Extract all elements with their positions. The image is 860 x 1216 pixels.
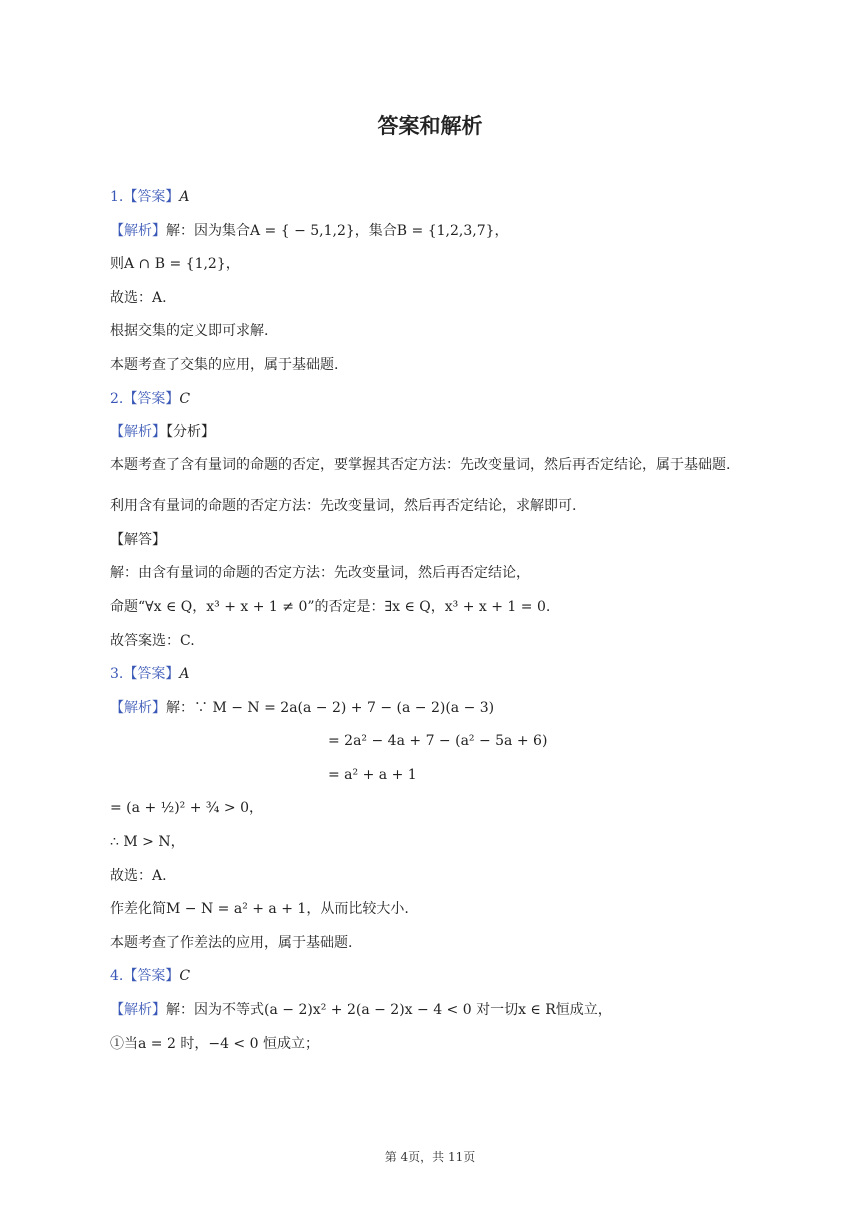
analysis-tag: 【解析】 [110,1002,166,1019]
analysis-text: 解：因为不等式(a − 2)x² + 2(a − 2)x − 4 < 0 对一切x ∈ R恒成立， [166,1002,612,1019]
text-line: 则A ∩ B = {1,2}， [110,256,240,273]
analysis-tag: 【解析】 [110,699,166,716]
answer-choice: C [179,968,191,985]
question-number: 2. [110,390,124,407]
answer-tag: 【答案】 [123,390,180,407]
question-number: 3. [110,666,124,683]
text-line: = a² + a + 1 [328,766,417,783]
answer-choice: A [179,189,190,205]
text-line: 命题“∀x ∈ Q，x³ + x + 1 ≠ 0”的否定是：∃x ∈ Q，x³ + x + 1 = 0. [110,598,551,615]
text-line: 【解答】 [110,531,166,548]
analysis-text: 解：∵ M − N = 2a(a − 2) + 7 − (a − 2)(a − 3) [166,699,495,716]
text-line: 本题考查了作差法的应用，属于基础题. [110,934,353,951]
page-footer: 第 4页，共 11页 [384,1150,476,1164]
analysis-line [110,221,750,241]
text-line: 故选：A. [110,289,167,306]
text-line: ①当a = 2 时，−4 < 0 恒成立； [110,1035,319,1052]
answer-choice: C [179,390,191,407]
answer-content [110,187,750,1067]
analysis-line [110,1000,750,1020]
question-number: 1. [110,189,124,205]
analysis-text: 解：因为集合A = { − 5,1,2}，集合B = {1,2,3,7}， [166,222,509,239]
text-line: 故选：A. [110,867,167,884]
page-title: 答案和解析 [377,114,483,138]
answer-tag: 【答案】 [123,968,180,985]
analysis-line [110,698,750,718]
answer-tag: 【答案】 [123,189,180,205]
text-line: 利用含有量词的命题的否定方法：先改变量词，然后再否定结论，求解即可. [110,498,577,515]
text-line: 故答案选：C. [110,632,195,649]
question-answer-heading [110,389,750,409]
text-line: 本题考查了交集的应用，属于基础题. [110,356,339,373]
text-line: ∴ M > N， [110,834,185,851]
analysis-tag: 【解析】 [110,222,166,239]
question-number: 4. [110,968,124,985]
text-line: = (a + ½)² + ¾ > 0， [110,800,264,817]
question-answer-heading [110,187,750,207]
analysis-tag: 【解析】 [110,424,166,441]
question-answer-heading [110,966,750,986]
text-line: = 2a² − 4a + 7 − (a² − 5a + 6) [328,733,548,750]
question-answer-heading [110,664,750,684]
answer-tag: 【答案】 [123,666,180,683]
analysis-text: 【分析】 [166,424,215,441]
answer-choice: A [179,666,190,683]
text-line: 根据交集的定义即可求解. [110,323,269,340]
analysis-line [110,422,750,442]
text-line: 本题考查了含有量词的命题的否定，要掌握其否定方法：先改变量词，然后再否定结论，属于基础题. [110,456,731,473]
text-line: 解：由含有量词的命题的否定方法：先改变量词，然后再否定结论， [110,565,530,582]
text-line: 作差化简M − N = a² + a + 1，从而比较大小. [110,901,409,918]
